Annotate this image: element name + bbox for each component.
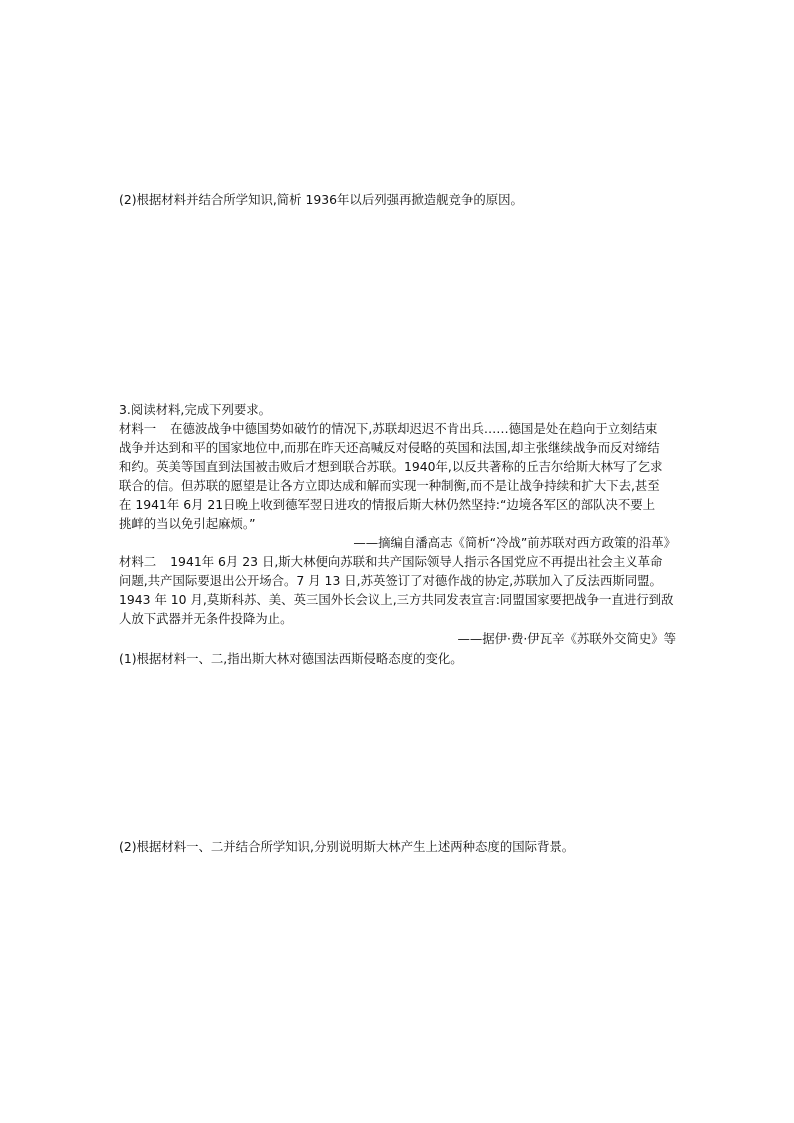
- material-1-line-6: 挑衅的当以免引起麻烦。”: [119, 516, 256, 531]
- question-2-part-2: (2)根据材料并结合所学知识,简析 1936年以后列强再掀造舰竞争的原因。: [119, 192, 523, 207]
- material-1-line-3: 和约。英美等国直到法国被击败后才想到联合苏联。1940年,以反共著称的丘吉尔给斯大林写了乞求: [119, 459, 663, 474]
- material-1-label: 材料一: [119, 421, 157, 436]
- material-1-line-1: [119, 419, 657, 438]
- question-3-part-2: (2)根据材料一、二并结合所学知识,分别说明斯大林产生上述两种态度的国际背景。: [119, 839, 575, 854]
- question-3-part-1: (1)根据材料一、二,指出斯大林对德国法西斯侵略态度的变化。: [119, 651, 463, 666]
- material-2-source: ——据伊·费·伊瓦辛《苏联外交简史》等: [457, 631, 676, 646]
- material-2-line-4: 人放下武器并无条件投降为止。: [119, 611, 293, 626]
- material-2-text: 1941年 6月 23 日,斯大林便向苏联和共产国际领导人指示各国党应不再提出社会主义革命: [170, 554, 663, 569]
- material-2-line-2: 问题,共产国际要退出公开场合。7 月 13 日,苏英签订了对德作战的协定,苏联加入了反法西斯同盟。: [119, 573, 662, 588]
- material-1-source: ——摘编自潘高志《简析“冷战”前苏联对西方政策的沿革》: [353, 535, 676, 550]
- question-3-title: 3.阅读材料,完成下列要求。: [119, 402, 272, 417]
- material-1-line-4: 联合的信。但苏联的愿望是让各方立即达成和解而实现一种制衡,而不是让战争持续和扩大下去,甚至: [119, 478, 660, 493]
- material-1-text: 在德波战争中德国势如破竹的情况下,苏联却迟迟不肯出兵……德国是处在趋向于立刻结束: [170, 421, 658, 436]
- material-2-line-1: [119, 552, 662, 571]
- material-2-label: 材料二: [119, 554, 157, 569]
- material-2-line-3: 1943 年 10 月,莫斯科苏、美、英三国外长会议上,三方共同发表宣言:同盟国家要把战争一直进行到敌: [119, 592, 674, 607]
- material-1-line-5: 在 1941年 6月 21日晚上收到德军翌日进攻的情报后斯大林仍然坚持:“边境各军区的部队决不要上: [119, 497, 656, 512]
- material-1-line-2: 战争并达到和平的国家地位中,而那在昨天还高喊反对侵略的英国和法国,却主张继续战争而反对缔结: [119, 440, 660, 455]
